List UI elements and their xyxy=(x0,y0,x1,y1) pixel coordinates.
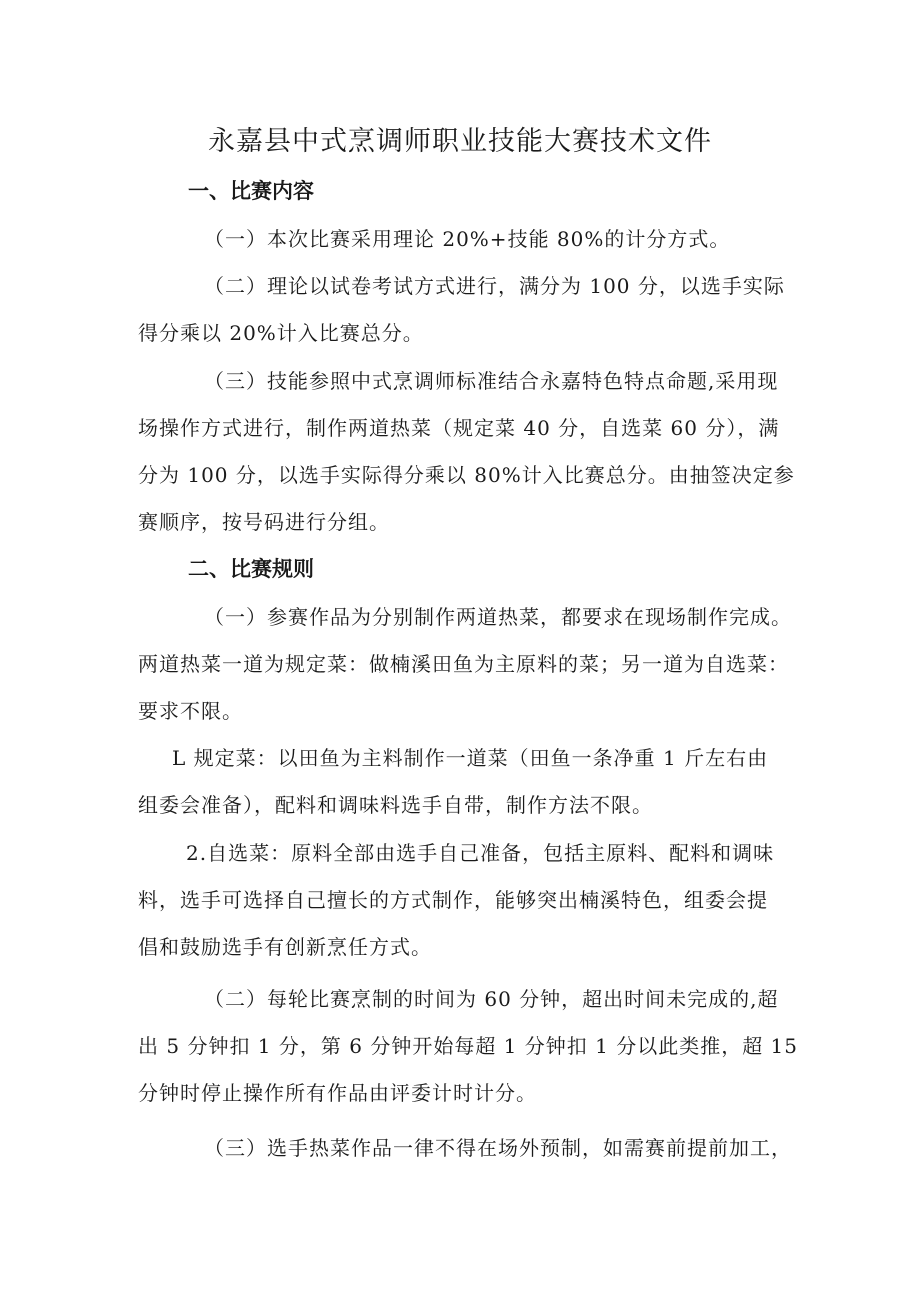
paragraph-line: 要求不限。 xyxy=(138,699,243,723)
paragraph-line: 分为 100 分，以选手实际得分乘以 80%计入比赛总分。由抽签决定参 xyxy=(138,463,795,487)
list-item-line: 料，选手可选择自己擅长的方式制作，能够突出楠溪特色，组委会提 xyxy=(138,888,768,912)
document-title: 永嘉县中式烹调师职业技能大赛技术文件 xyxy=(208,126,712,157)
section-heading-competition-rules: 二、比赛规则 xyxy=(188,557,314,581)
paragraph-line: 分钟时停止操作所有作品由评委计时计分。 xyxy=(138,1081,537,1105)
paragraph-line: （三）技能参照中式烹调师标准结合永嘉特色特点命题,采用现 xyxy=(204,369,779,393)
paragraph-line: （一）本次比赛采用理论 20%+技能 80%的计分方式。 xyxy=(204,227,731,251)
paragraph-line: 得分乘以 20%计入比赛总分。 xyxy=(138,321,424,345)
list-item-line: 倡和鼓励选手有创新烹任方式。 xyxy=(138,935,432,959)
list-item-line: 组委会准备），配料和调味料选手自带，制作方法不限。 xyxy=(138,793,653,817)
list-item-line: L 规定菜：以田鱼为主料制作一道菜（田鱼一条净重 1 斤左右由 xyxy=(172,746,769,770)
paragraph-line: （二）每轮比赛烹制的时间为 60 分钟，超出时间未完成的,超 xyxy=(204,987,779,1011)
paragraph-line: （二）理论以试卷考试方式进行，满分为 100 分，以选手实际 xyxy=(204,274,785,298)
paragraph-line: 赛顺序，按号码进行分组。 xyxy=(138,510,390,534)
paragraph-line: 出 5 分钟扣 1 分，第 6 分钟开始每超 1 分钟扣 1 分以此类推，超 15 xyxy=(138,1034,799,1058)
paragraph-line: （三）选手热菜作品一律不得在场外预制，如需赛前提前加工， xyxy=(204,1136,792,1160)
section-heading-competition-content: 一、比赛内容 xyxy=(188,179,314,203)
paragraph-line: 两道热菜一道为规定菜：做楠溪田鱼为主原料的菜；另一道为自选菜： xyxy=(138,652,789,676)
paragraph-line: 场操作方式进行，制作两道热菜（规定菜 40 分，自选菜 60 分），满 xyxy=(138,416,780,440)
paragraph-line: （一）参赛作品为分别制作两道热菜，都要求在现场制作完成。 xyxy=(204,605,792,629)
list-item-line: 2.自选菜：原料全部由选手自己准备，包括主原料、配料和调味 xyxy=(186,841,775,865)
